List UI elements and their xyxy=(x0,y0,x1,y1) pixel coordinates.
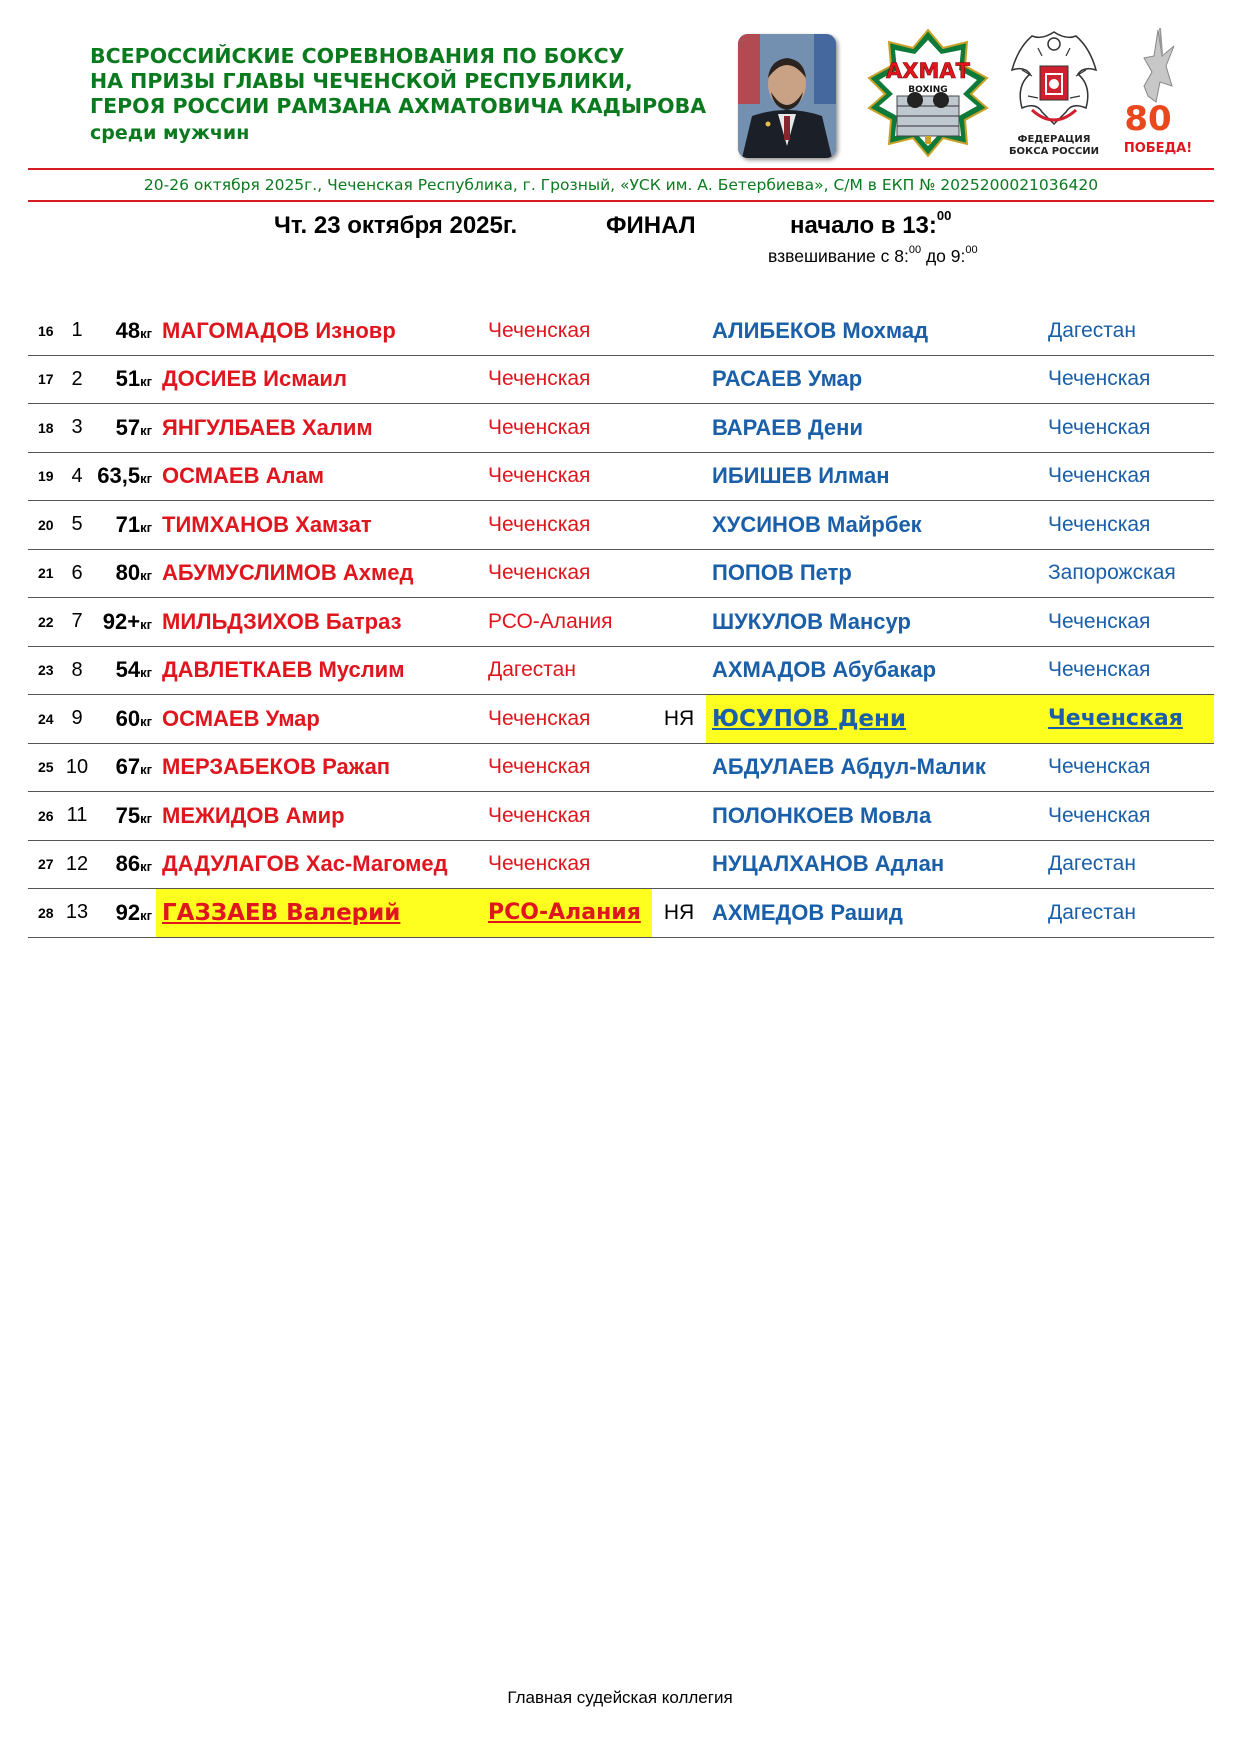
weight-value: 63,5 xyxy=(97,463,141,489)
bout-number: 11 xyxy=(60,792,94,841)
bout-row xyxy=(28,549,1214,598)
blue-corner-name: АБДУЛАЕВ Абдул-Малик xyxy=(706,743,1042,792)
bout-index: 19 xyxy=(28,452,60,501)
victory-80-logo xyxy=(1122,26,1194,160)
red-corner-name: ГАЗЗАЕВ Валерий xyxy=(156,889,482,938)
result-mark xyxy=(652,355,706,404)
victory-word: ПОБЕДА! xyxy=(1123,141,1193,156)
result-mark xyxy=(652,452,706,501)
akhmat-boxing-logo xyxy=(863,28,993,158)
red-corner-name: ДАДУЛАГОВ Хас-Магомед xyxy=(156,840,482,889)
weight-unit: кг xyxy=(140,616,152,632)
red-corner-region: Чеченская xyxy=(482,840,652,889)
blue-corner-region: Дагестан xyxy=(1042,840,1214,889)
bout-index: 27 xyxy=(28,840,60,889)
blue-corner-region: Чеченская xyxy=(1042,792,1214,841)
blue-corner-name: РАСАЕВ Умар xyxy=(706,355,1042,404)
bout-number: 12 xyxy=(60,840,94,889)
result-mark xyxy=(652,501,706,550)
victory-number: 80 xyxy=(1124,99,1172,139)
red-corner-name: МАГОМАДОВ Изновр xyxy=(156,307,482,355)
weight-class xyxy=(94,549,156,598)
weight-unit: кг xyxy=(140,325,152,341)
weight-class xyxy=(94,743,156,792)
weight-unit: кг xyxy=(140,519,152,535)
result-mark xyxy=(652,792,706,841)
blue-corner-region: Дагестан xyxy=(1042,307,1214,355)
bout-row xyxy=(28,501,1214,550)
weight-unit: кг xyxy=(140,422,152,438)
red-corner-region: Чеченская xyxy=(482,501,652,550)
weight-unit: кг xyxy=(140,568,152,584)
weight-value: 60 xyxy=(115,705,141,731)
blue-corner-region: Чеченская xyxy=(1042,452,1214,501)
weight-value: 51 xyxy=(115,366,141,392)
bout-index: 25 xyxy=(28,743,60,792)
title-line-2: НА ПРИЗЫ ГЛАВЫ ЧЕЧЕНСКОЙ РЕСПУБЛИКИ, xyxy=(90,69,633,93)
weight-value: 92 xyxy=(115,899,141,925)
result-mark xyxy=(652,307,706,355)
blue-corner-region: Чеченская xyxy=(1042,501,1214,550)
weight-unit: кг xyxy=(140,713,152,729)
event-title xyxy=(90,44,706,147)
title-line-3: ГЕРОЯ РОССИИ РАМЗАНА АХМАТОВИЧА КАДЫРОВА xyxy=(90,94,707,118)
weight-unit: кг xyxy=(140,907,152,923)
weigh-in-prefix: взвешивание с 8: xyxy=(768,246,909,266)
weight-class xyxy=(94,307,156,355)
weigh-in-time xyxy=(768,246,978,267)
weight-unit: кг xyxy=(140,374,152,390)
red-corner-name: ОСМАЕВ Умар xyxy=(156,695,482,744)
bout-number: 5 xyxy=(60,501,94,550)
red-corner-name: ДОСИЕВ Исмаил xyxy=(156,355,482,404)
result-mark xyxy=(652,840,706,889)
bout-row xyxy=(28,792,1214,841)
bout-index: 16 xyxy=(28,307,60,355)
event-subtitle: среди мужчин xyxy=(90,122,250,144)
blue-corner-name: ПОПОВ Петр xyxy=(706,549,1042,598)
result-mark xyxy=(652,646,706,695)
blue-corner-name: АХМАДОВ Абубакар xyxy=(706,646,1042,695)
red-corner-name: АБУМУСЛИМОВ Ахмед xyxy=(156,549,482,598)
bout-row xyxy=(28,307,1214,355)
blue-corner-region: Чеченская xyxy=(1042,404,1214,453)
weight-class xyxy=(94,355,156,404)
portrait-photo xyxy=(738,34,836,158)
weight-class xyxy=(94,646,156,695)
red-corner-region: Чеченская xyxy=(482,549,652,598)
weight-value: 80 xyxy=(115,560,141,586)
session-date: Чт. 23 октября 2025г. xyxy=(274,212,518,239)
weight-value: 71 xyxy=(115,511,141,537)
blue-corner-name: ХУСИНОВ Майрбек xyxy=(706,501,1042,550)
red-corner-name: МЕРЗАБЕКОВ Ражап xyxy=(156,743,482,792)
blue-corner-name: НУЦАЛХАНОВ Адлан xyxy=(706,840,1042,889)
start-time-label: начало в 13: xyxy=(790,212,937,239)
blue-corner-region: Дагестан xyxy=(1042,889,1214,938)
bout-index: 22 xyxy=(28,598,60,647)
weight-value: 54 xyxy=(115,657,141,683)
bout-row xyxy=(28,840,1214,889)
red-corner-region: Чеченская xyxy=(482,743,652,792)
bout-index: 28 xyxy=(28,889,60,938)
bout-number: 8 xyxy=(60,646,94,695)
weight-class xyxy=(94,889,156,938)
header-rule-top xyxy=(28,168,1214,170)
blue-corner-region: Чеченская xyxy=(1042,695,1214,744)
result-mark xyxy=(652,404,706,453)
bout-number: 9 xyxy=(60,695,94,744)
result-mark: НЯ xyxy=(652,695,706,744)
weight-unit: кг xyxy=(140,810,152,826)
bout-row xyxy=(28,695,1214,744)
bout-row xyxy=(28,889,1214,938)
bout-row xyxy=(28,452,1214,501)
bout-index: 26 xyxy=(28,792,60,841)
red-corner-name: ЯНГУЛБАЕВ Халим xyxy=(156,404,482,453)
red-corner-region: Дагестан xyxy=(482,646,652,695)
weight-unit: кг xyxy=(140,859,152,875)
blue-corner-name: ШУКУЛОВ Мансур xyxy=(706,598,1042,647)
weight-unit: кг xyxy=(140,665,152,681)
bout-row xyxy=(28,646,1214,695)
bout-number: 6 xyxy=(60,549,94,598)
blue-corner-region: Чеченская xyxy=(1042,355,1214,404)
blue-corner-region: Чеченская xyxy=(1042,646,1214,695)
result-mark xyxy=(652,743,706,792)
weight-class xyxy=(94,452,156,501)
red-corner-region: Чеченская xyxy=(482,695,652,744)
red-corner-name: ДАВЛЕТКАЕВ Муслим xyxy=(156,646,482,695)
bout-index: 23 xyxy=(28,646,60,695)
weight-unit: кг xyxy=(140,762,152,778)
red-corner-name: ТИМХАНОВ Хамзат xyxy=(156,501,482,550)
bout-number: 3 xyxy=(60,404,94,453)
weigh-in-to-minutes: 00 xyxy=(965,244,978,257)
blue-corner-region: Чеченская xyxy=(1042,598,1214,647)
title-line-1: ВСЕРОССИЙСКИЕ СОРЕВНОВАНИЯ ПО БОКСУ xyxy=(90,44,625,68)
weigh-in-mid: до 9: xyxy=(921,246,966,266)
akhmat-logo-text: АХМАТ xyxy=(886,59,970,83)
blue-corner-name: АЛИБЕКОВ Мохмад xyxy=(706,307,1042,355)
weight-class xyxy=(94,840,156,889)
bout-row xyxy=(28,355,1214,404)
weight-value: 75 xyxy=(115,802,141,828)
bout-number: 1 xyxy=(60,307,94,355)
bout-number: 10 xyxy=(60,743,94,792)
blue-corner-name: ЮСУПОВ Дени xyxy=(706,695,1042,744)
blue-corner-region: Чеченская xyxy=(1042,743,1214,792)
red-corner-region: Чеченская xyxy=(482,792,652,841)
red-corner-name: ОСМАЕВ Алам xyxy=(156,452,482,501)
blue-corner-region: Запорожская xyxy=(1042,549,1214,598)
federation-logo-line-1: ФЕДЕРАЦИЯ xyxy=(1017,134,1091,145)
blue-corner-name: ИБИШЕВ Илман xyxy=(706,452,1042,501)
blue-corner-name: АХМЕДОВ Рашид xyxy=(706,889,1042,938)
bout-index: 24 xyxy=(28,695,60,744)
weight-value: 92+ xyxy=(102,608,141,634)
blue-corner-name: ВАРАЕВ Дени xyxy=(706,404,1042,453)
weight-unit: кг xyxy=(140,471,152,487)
blue-corner-name: ПОЛОНКОЕВ Мовла xyxy=(706,792,1042,841)
bout-row xyxy=(28,743,1214,792)
bout-index: 21 xyxy=(28,549,60,598)
weight-class xyxy=(94,501,156,550)
red-corner-region: Чеченская xyxy=(482,452,652,501)
boxing-federation-logo xyxy=(1002,26,1106,160)
footer-signature: Главная судейская коллегия xyxy=(507,1688,733,1707)
weight-value: 86 xyxy=(115,851,141,877)
red-corner-region: Чеченская xyxy=(482,355,652,404)
bout-index: 18 xyxy=(28,404,60,453)
result-mark: НЯ xyxy=(652,889,706,938)
akhmat-logo-subtext: BOXING xyxy=(908,85,948,95)
weight-class xyxy=(94,695,156,744)
bout-row xyxy=(28,598,1214,647)
red-corner-region: РСО-Алания xyxy=(482,598,652,647)
weight-value: 57 xyxy=(115,414,141,440)
red-corner-region: Чеченская xyxy=(482,404,652,453)
bout-number: 4 xyxy=(60,452,94,501)
weight-value: 48 xyxy=(115,317,141,343)
red-corner-name: МИЛЬДЗИХОВ Батраз xyxy=(156,598,482,647)
session-stage: ФИНАЛ xyxy=(606,212,696,239)
red-corner-name: МЕЖИДОВ Амир xyxy=(156,792,482,841)
event-info-line: 20-26 октября 2025г., Чеченская Республика, г. Грозный, «УСК им. А. Бетербиева», С/М в ЕКП № 2025200021036420 xyxy=(143,176,1099,194)
result-mark xyxy=(652,549,706,598)
weight-class xyxy=(94,404,156,453)
red-corner-region: Чеченская xyxy=(482,307,652,355)
result-mark xyxy=(652,598,706,647)
bout-index: 17 xyxy=(28,355,60,404)
weight-value: 67 xyxy=(115,754,141,780)
bout-index: 20 xyxy=(28,501,60,550)
weight-class xyxy=(94,598,156,647)
weight-class xyxy=(94,792,156,841)
bout-number: 2 xyxy=(60,355,94,404)
red-corner-region: РСО-Алания xyxy=(482,889,652,938)
header-rule-bottom xyxy=(28,200,1214,202)
session-start-time xyxy=(790,208,952,240)
weigh-in-from-minutes: 00 xyxy=(908,244,922,257)
start-time-minutes: 00 xyxy=(936,208,952,223)
bout-number: 13 xyxy=(60,889,94,938)
bout-number: 7 xyxy=(60,598,94,647)
federation-logo-line-2: БОКСА РОССИИ xyxy=(1008,146,1100,157)
bout-row xyxy=(28,404,1214,453)
bouts-table xyxy=(28,307,1214,938)
